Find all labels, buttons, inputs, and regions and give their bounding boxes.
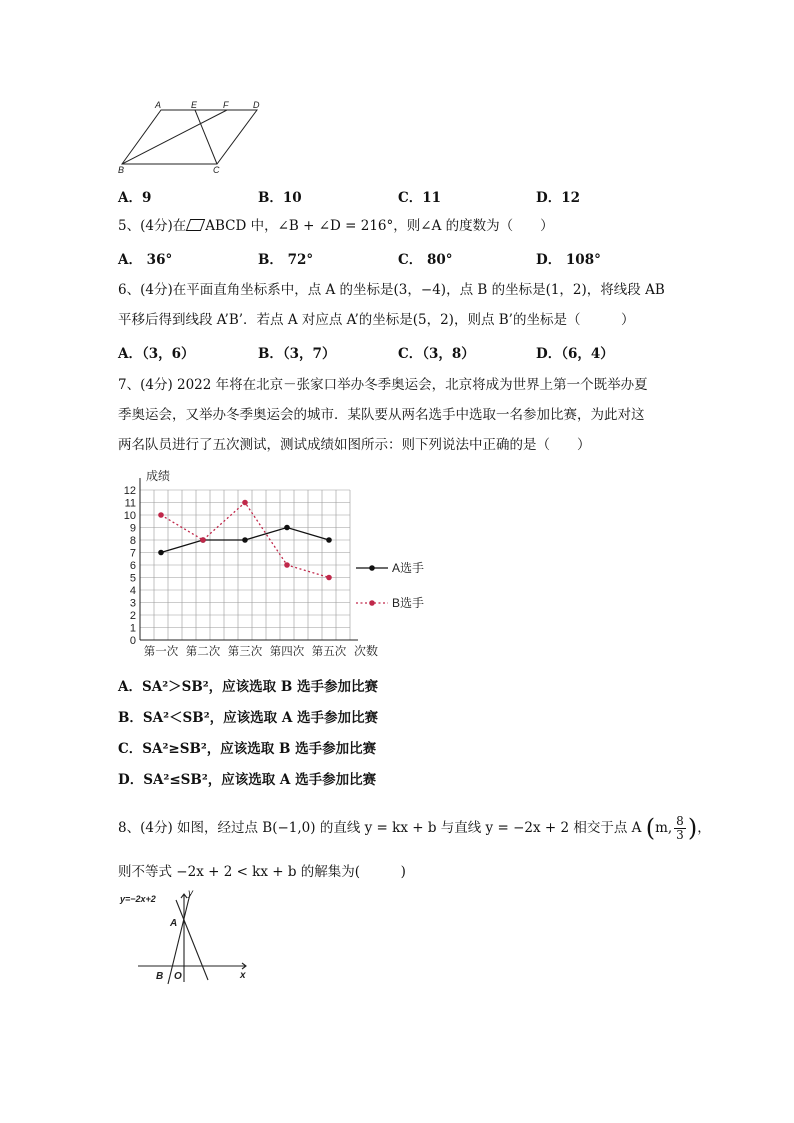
q4-option-c: C．11 <box>398 190 442 206</box>
data-point-a <box>284 525 290 531</box>
label-point-b: B <box>156 971 164 982</box>
q5-option-a: A． 36° <box>118 252 173 268</box>
y-tick-label: 8 <box>129 535 136 547</box>
y-tick-label: 3 <box>129 597 136 610</box>
q8-fraction <box>674 815 686 842</box>
q6-option-b: B．（3，7） <box>258 346 336 362</box>
x-tick-label: 第三次 <box>227 646 263 658</box>
data-point-b <box>242 500 248 506</box>
q5-option-c: C． 80° <box>398 252 453 268</box>
legend-label-a: A选手 <box>392 561 425 575</box>
q7-line-2: 季奥运会，又举办冬季奥运会的城市．某队要从两名选手中选取一名参加比赛，为此对这 <box>118 407 645 423</box>
data-point-a <box>158 550 164 556</box>
y-tick-label: 2 <box>129 610 136 622</box>
q7-option-a: A．SA²＞SB²，应该选取 B 选手参加比赛 <box>118 679 378 695</box>
label-c: C <box>213 165 220 175</box>
parallelogram-figure <box>115 98 275 178</box>
q5-option-b: B． 72° <box>258 252 314 268</box>
q5-text: ABCD 中，∠B + ∠D = 216°，则∠A 的度数为（ ） <box>205 218 554 234</box>
y-tick-label: 12 <box>123 485 136 497</box>
label-y: y <box>188 888 193 899</box>
q8-point: m, <box>655 820 673 836</box>
data-point-a <box>326 537 332 543</box>
q6-option-c: C．（3，8） <box>398 346 475 362</box>
q7-line-1: 7、(4分) 2022 年将在北京－张家口举办冬季奥运会，北京将成为世界上第一个既举办夏 <box>118 377 648 393</box>
y-tick-label: 0 <box>129 635 136 647</box>
q8-line-1: 8、(4分) 如图，经过点 B(−1,0) 的直线 y = kx + b 与直线 y = −2x + 2 相交于点 A (m, $\frac{8}{3}$ )， <box>118 814 711 842</box>
score-line-chart <box>112 464 432 664</box>
q7-option-d: D．SA²≤SB²，应该选取 A 选手参加比赛 <box>118 772 377 788</box>
data-point-b <box>284 562 290 568</box>
x-tick-label: 第五次 <box>311 646 347 658</box>
data-point-a <box>242 537 248 543</box>
label-origin: O <box>174 971 182 982</box>
label-a: A <box>155 100 162 110</box>
y-tick-label: 1 <box>129 622 136 635</box>
lines-figure <box>118 886 258 986</box>
q8-bracket: ( <box>645 814 656 842</box>
q7-option-b: B．SA²＜SB²，应该选取 A 选手参加比赛 <box>118 710 378 726</box>
y-tick-label: 6 <box>129 560 136 572</box>
y-tick-label: 10 <box>123 510 136 522</box>
label-e: E <box>191 100 198 110</box>
q6-option-a: A．（3，6） <box>118 346 195 362</box>
question-5 <box>118 216 554 236</box>
q8-frac-num: 8 <box>676 814 684 828</box>
y-tick-label: 4 <box>129 585 136 597</box>
y-tick-label: 11 <box>124 497 136 510</box>
q6-option-d: D．（6，4） <box>536 346 614 362</box>
y-tick-label: 9 <box>129 522 136 535</box>
label-b: B <box>118 165 125 175</box>
data-point-b <box>200 537 206 543</box>
x-axis-label: 次数 <box>354 644 379 658</box>
label-f: F <box>223 100 229 110</box>
x-tick-label: 第四次 <box>269 646 305 658</box>
y-tick-label: 7 <box>129 547 136 560</box>
y-axis-label: 成绩 <box>146 469 171 483</box>
q4-option-b: B．10 <box>258 190 302 206</box>
legend-marker-b <box>369 600 375 606</box>
q4-option-d: D．12 <box>536 190 580 206</box>
q8-line-2: 则不等式 −2x + 2 < kx + b 的解集为( ) <box>118 864 406 880</box>
q6-line-1: 6、(4分)在平面直角坐标系中，点 A 的坐标是(3，−4)，点 B 的坐标是(1，2)，将线段 AB <box>118 282 665 298</box>
y-tick-label: 5 <box>129 572 136 585</box>
data-point-b <box>326 575 332 581</box>
q7-line-3: 两名队员进行了五次测试，测试成绩如图所示：则下列说法中正确的是（ ） <box>118 437 591 453</box>
q8-text: 8、(4分) 如图，经过点 B(−1,0) 的直线 y = kx + b 与直线 y = −2x + 2 相交于点 A <box>118 820 642 836</box>
q8-bracket-close: ) <box>687 814 698 842</box>
label-d: D <box>253 100 260 110</box>
label-point-a: A <box>170 918 178 929</box>
q8-frac-den: 3 <box>676 828 684 842</box>
q6-line-2: 平移后得到线段 A’B’．若点 A 对应点 A’的坐标是(5，2)，则点 B’的坐标是（ ） <box>118 312 635 328</box>
q5-prefix: 5、(4分)在 <box>118 218 187 234</box>
x-tick-label: 第一次 <box>143 646 179 658</box>
data-point-b <box>158 512 164 518</box>
equation-label: y=−2x+2 <box>120 894 156 904</box>
x-tick-label: 第二次 <box>185 646 221 658</box>
legend-label-b: B选手 <box>392 596 425 610</box>
legend-marker-a <box>369 565 375 571</box>
q4-option-a: A．9 <box>118 190 152 206</box>
q5-option-d: D． 108° <box>536 252 601 268</box>
label-x: x <box>240 970 246 981</box>
q7-option-c: C．SA²≥SB²，应该选取 B 选手参加比赛 <box>118 741 377 757</box>
parallelogram-symbol <box>186 219 205 231</box>
